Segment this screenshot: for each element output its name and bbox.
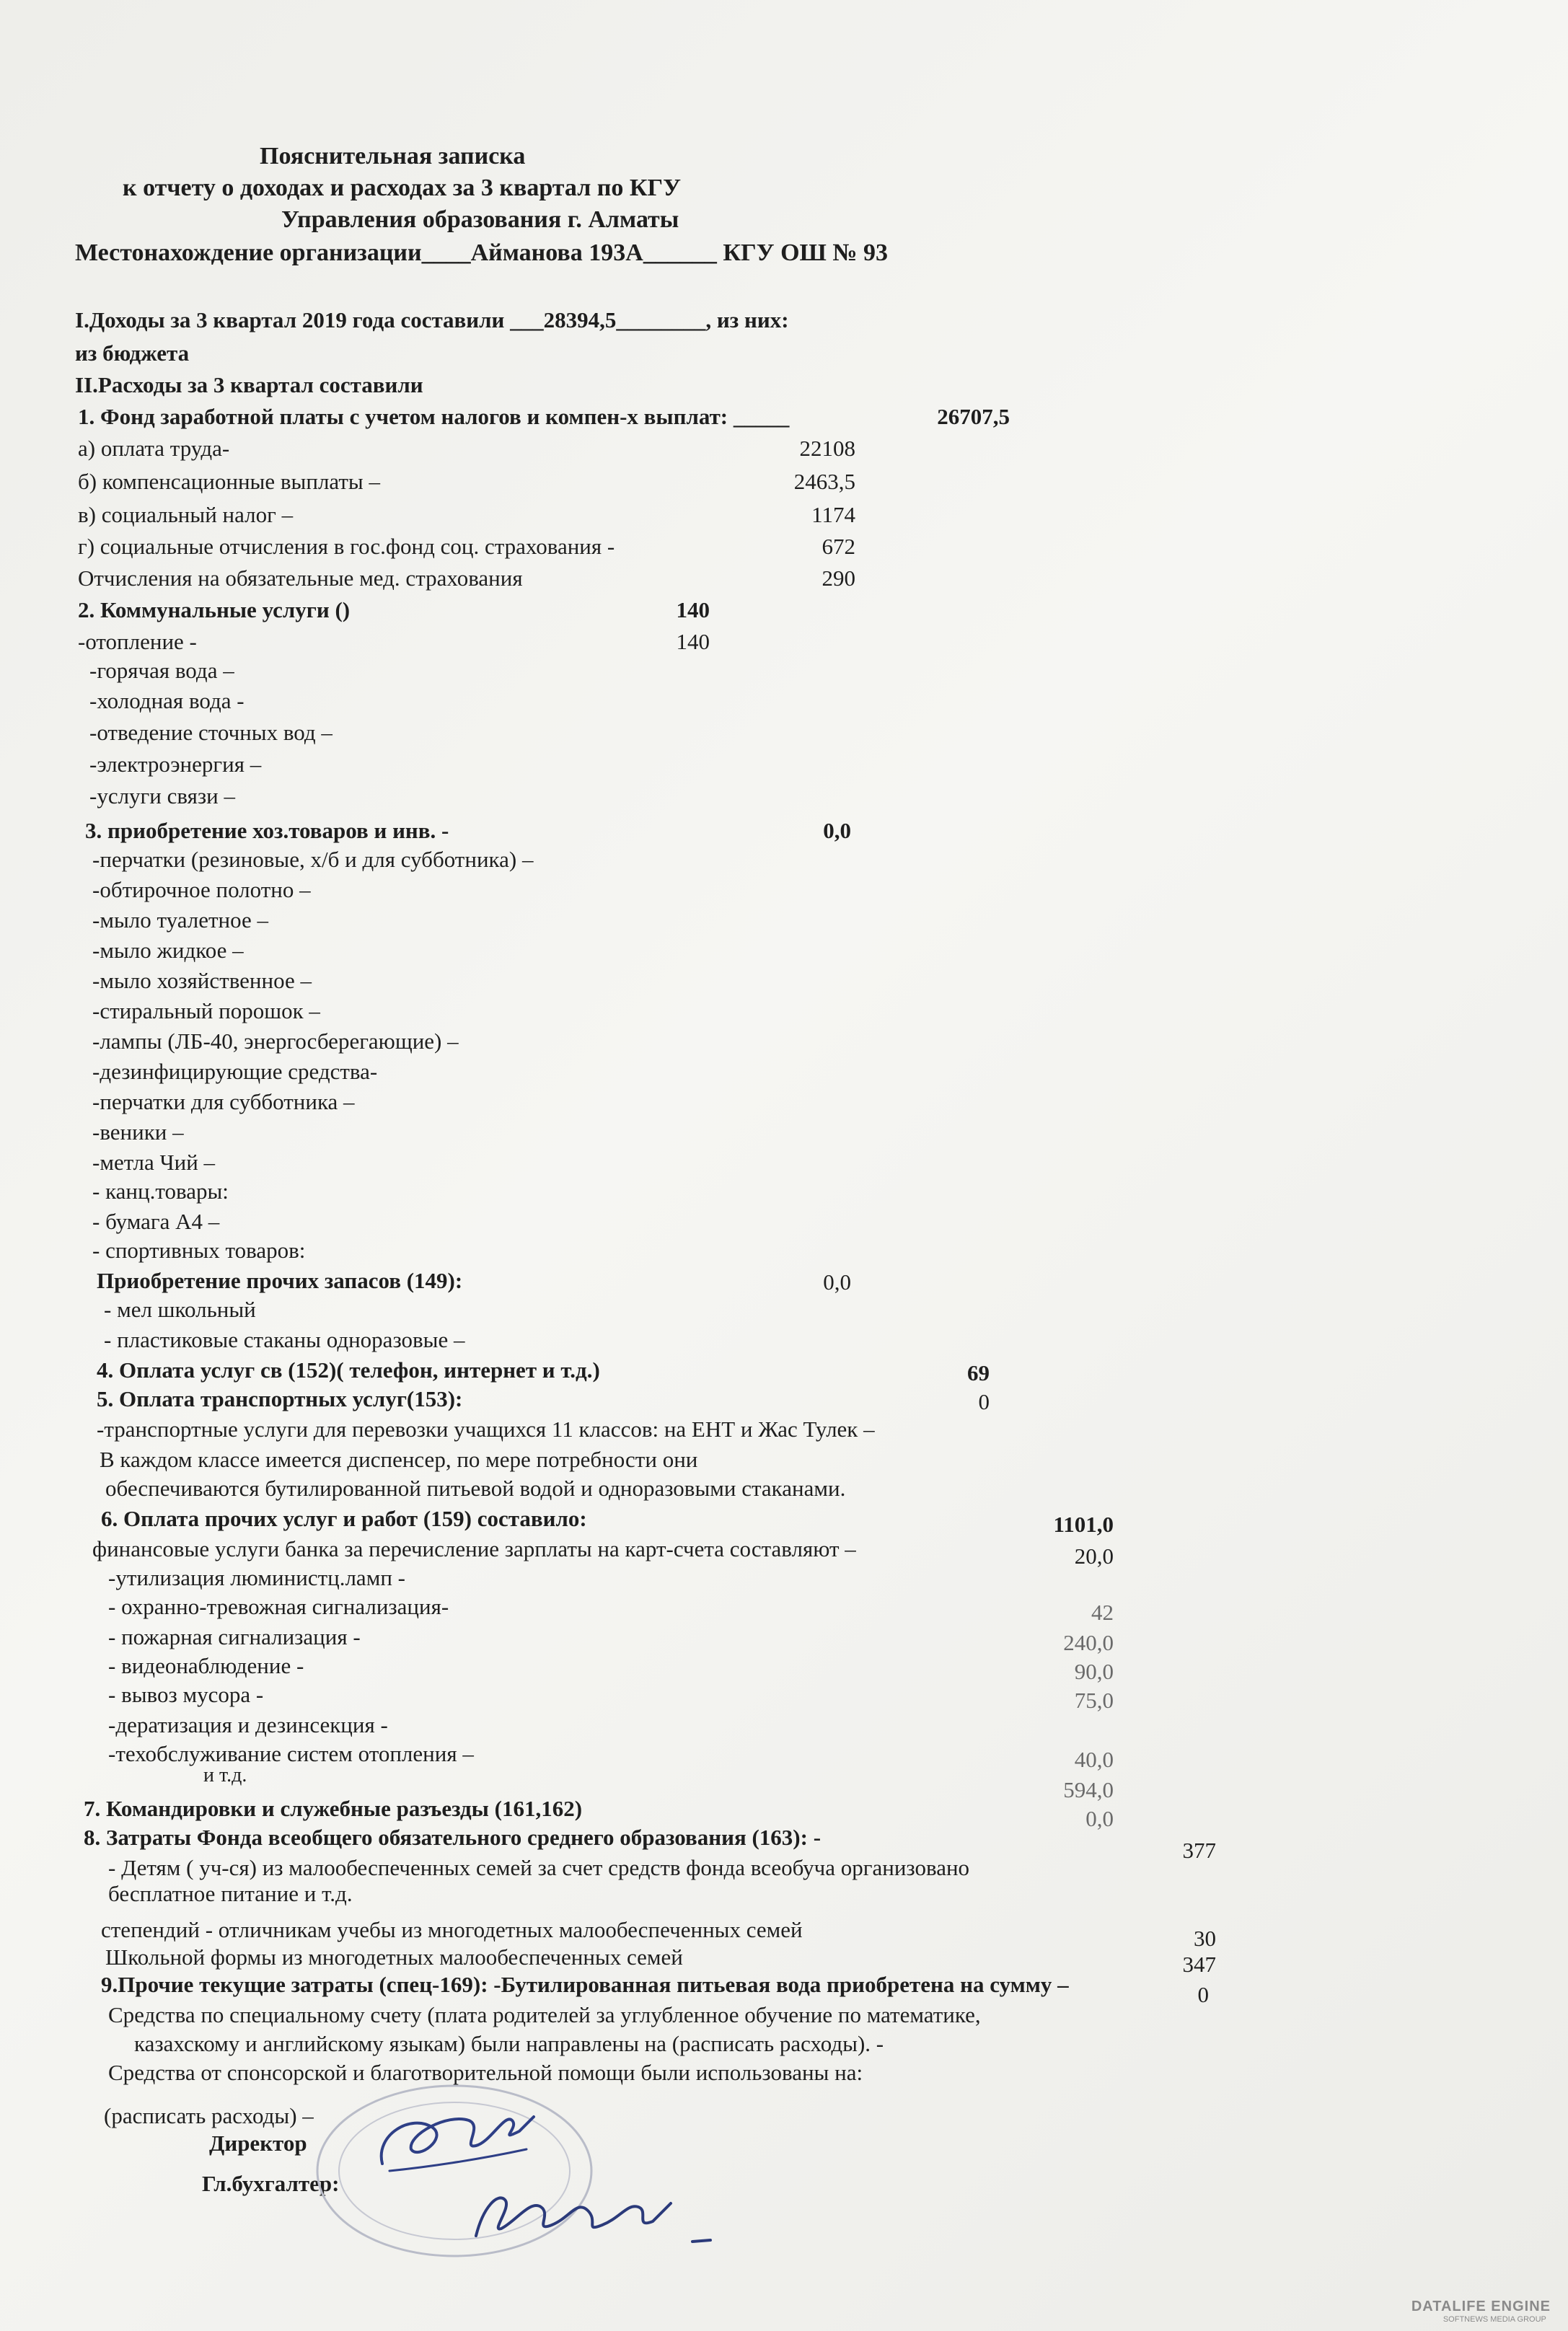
- current-costs-line: казахскому и английскому языкам) были направлены на (расписать расходы). -: [134, 2031, 884, 2056]
- travel-value: 0,0: [1085, 1806, 1114, 1831]
- current-costs-value: 0: [1197, 1982, 1209, 2007]
- universal-fund-line-value: 347: [1182, 1952, 1216, 1977]
- transport-title: 5. Оплата транспортных услуг(153):: [97, 1386, 463, 1411]
- payroll-item-label: а) оплата труда-: [78, 436, 230, 461]
- expenses-heading: II.Расходы за 3 квартал составили: [75, 372, 423, 397]
- goods-item: - спортивных товаров:: [92, 1238, 306, 1263]
- other-services-item-value: 240,0: [1063, 1630, 1114, 1655]
- payroll-item-value: 1174: [811, 502, 855, 527]
- other-services-item-label: - вывоз мусора -: [108, 1682, 264, 1707]
- travel-title: 7. Командировки и служебные разъезды (161,162): [84, 1796, 583, 1821]
- payroll-item-value: 672: [822, 534, 855, 559]
- other-services-item-label: - охранно-тревожная сигнализация-: [108, 1594, 449, 1619]
- goods-item: -веники –: [92, 1119, 184, 1145]
- utilities-heating-label: -отопление -: [78, 629, 197, 654]
- other-services-total: 1101,0: [1053, 1512, 1114, 1537]
- other-services-title: 6. Оплата прочих услуг и работ (159) составило:: [101, 1506, 587, 1531]
- goods-item: -метла Чий –: [92, 1150, 216, 1175]
- current-costs-line: Средства от спонсорской и благотворительной помощи были использованы на:: [108, 2060, 863, 2085]
- other-services-item-label: -дератизация и дезинсекция -: [108, 1712, 388, 1737]
- other-services-item-value: 40,0: [1074, 1747, 1114, 1772]
- universal-fund-line: - Детям ( уч-ся) из малообеспеченных семей за счет средств фонда всеобуча организовано: [108, 1855, 970, 1880]
- universal-fund-line-value: 30: [1194, 1926, 1216, 1951]
- payroll-item-label: Отчисления на обязательные мед. страхования: [78, 565, 523, 591]
- watermark-tagline: SOFTNEWS MEDIA GROUP: [1443, 2315, 1546, 2324]
- universal-fund-total: 377: [1182, 1838, 1216, 1863]
- comm-services-title: 4. Оплата услуг св (152)( телефон, интернет и т.д.): [97, 1357, 600, 1383]
- goods-item: -мыло хозяйственное –: [92, 968, 312, 993]
- universal-fund-line: степендий - отличникам учебы из многодетных малообеспеченных семей: [101, 1917, 803, 1942]
- other-services-item-label: и т.д.: [203, 1764, 247, 1786]
- goods-title: 3. приобретение хоз.товаров и инв. -: [85, 818, 449, 843]
- payroll-item-value: 22108: [799, 436, 855, 461]
- income-line: I.Доходы за 3 квартал 2019 года составили ___28394,5________, из них:: [75, 307, 789, 332]
- organization-location: Местонахождение организации____Айманова 193А______ КГУ ОШ № 93: [75, 239, 889, 266]
- payroll-total: 26707,5: [937, 404, 1010, 429]
- current-costs-line: (расписать расходы) –: [104, 2103, 314, 2128]
- utilities-item: -холодная вода -: [89, 688, 245, 713]
- goods-item: -мыло жидкое –: [92, 938, 244, 963]
- director-label: Директор: [209, 2130, 307, 2156]
- watermark-brand: DATALIFE ENGINE: [1411, 2299, 1551, 2314]
- payroll-item-label: г) социальные отчисления в гос.фонд соц. страхования -: [78, 534, 615, 559]
- goods-item: -дезинфицирующие средства-: [92, 1059, 378, 1084]
- universal-fund-line: бесплатное питание и т.д.: [108, 1881, 353, 1906]
- utilities-item: -отведение сточных вод –: [89, 720, 332, 745]
- payroll-item-label: в) социальный налог –: [78, 502, 294, 527]
- goods-item: -перчатки для субботника –: [92, 1089, 355, 1114]
- goods-item: -перчатки (резиновые, х/б и для субботника) –: [92, 847, 534, 872]
- other-stock-title: Приобретение прочих запасов (149):: [97, 1268, 463, 1293]
- other-services-item-label: -техобслуживание систем отопления –: [108, 1741, 474, 1766]
- current-costs-line: Средства по специальному счету (плата родителей за углубленное обучение по математике,: [108, 2002, 981, 2027]
- utilities-item: -услуги связи –: [89, 783, 235, 808]
- other-services-item-label: - видеонаблюдение -: [108, 1653, 304, 1678]
- income-budget-label: из бюджета: [75, 340, 190, 366]
- universal-fund-title: 8. Затраты Фонда всеобщего обязательного среднего образования (163): -: [84, 1825, 822, 1850]
- other-services-item-label: - пожарная сигнализация -: [108, 1624, 361, 1649]
- utilities-item: -электроэнергия –: [89, 752, 262, 777]
- payroll-item-value: 2463,5: [793, 469, 855, 494]
- transport-line: В каждом классе имеется диспенсер, по мере потребности они: [100, 1447, 698, 1472]
- goods-value: 0,0: [823, 818, 851, 843]
- goods-item: - бумага А4 –: [92, 1209, 220, 1234]
- goods-item: -обтирочное полотно –: [92, 877, 311, 902]
- transport-line: -транспортные услуги для перевозки учащихся 11 классов: на ЕНТ и Жас Тулек –: [97, 1416, 875, 1442]
- goods-item: -лампы (ЛБ-40, энергосберегающие) –: [92, 1028, 459, 1054]
- current-costs-line: [101, 1973, 1069, 1996]
- other-services-item-label: -утилизация люминистц.ламп -: [108, 1565, 405, 1590]
- accountant-signature: [462, 2164, 721, 2265]
- other-stock-value: 0,0: [823, 1269, 851, 1295]
- goods-item: -стиральный порошок –: [92, 998, 320, 1023]
- payroll-title: 1. Фонд заработной платы с учетом налогов и компен-х выплат: _____: [78, 404, 790, 429]
- comm-services-value: 69: [967, 1360, 990, 1385]
- utilities-title: 2. Коммунальные услуги (): [78, 597, 351, 622]
- utilities-item: -горячая вода –: [89, 658, 234, 683]
- other-services-item-value: 90,0: [1074, 1659, 1114, 1684]
- current-costs-text: 9.Прочие текущие затраты (спец-169): -Бутилированная питьевая вода приобретена на сумму –: [101, 1972, 1069, 1997]
- other-services-item-value: 42: [1091, 1600, 1114, 1625]
- other-services-item-value: 20,0: [1074, 1543, 1114, 1569]
- payroll-item-value: 290: [822, 565, 855, 591]
- universal-fund-line: Школьной формы из многодетных малообеспеченных семей: [105, 1944, 683, 1970]
- accountant-label: Гл.бухгалтер:: [202, 2171, 340, 2196]
- other-stock-item: - мел школьный: [104, 1297, 256, 1322]
- document-title: Пояснительная записка: [260, 143, 526, 169]
- payroll-item-label: б) компенсационные выплаты –: [78, 469, 380, 494]
- transport-line: обеспечиваются бутилированной питьевой водой и одноразовыми стаканами.: [105, 1476, 846, 1501]
- other-services-item-value: 594,0: [1063, 1777, 1114, 1802]
- utilities-heating-value: 140: [676, 629, 710, 654]
- goods-item: -мыло туалетное –: [92, 907, 269, 933]
- transport-value: 0: [978, 1389, 990, 1414]
- document-subtitle: к отчету о доходах и расходах за 3 квартал по КГУ: [123, 175, 682, 201]
- document-subtitle-organization: Управления образования г. Алматы: [281, 206, 679, 233]
- other-services-item-label: финансовые услуги банка за перечисление зарплаты на карт-счета составляют –: [92, 1536, 856, 1561]
- utilities-total: 140: [676, 597, 710, 622]
- other-services-item-value: 75,0: [1074, 1688, 1114, 1713]
- watermark: [1411, 2299, 1551, 2324]
- goods-item: - канц.товары:: [92, 1178, 229, 1204]
- other-stock-item: - пластиковые стаканы одноразовые –: [104, 1327, 465, 1352]
